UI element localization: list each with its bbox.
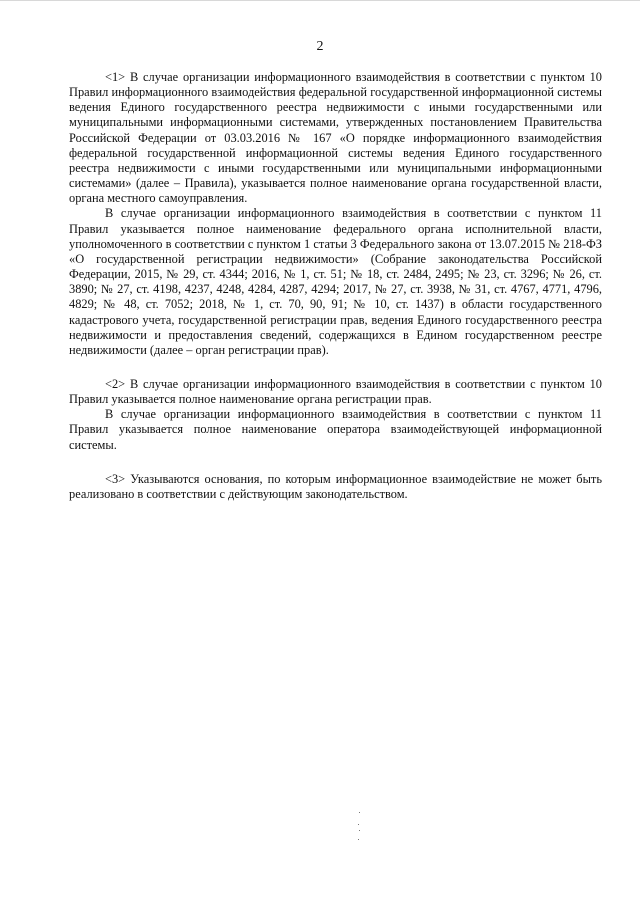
document-body <box>69 70 602 521</box>
footnote-3-paragraph-1: <3> Указываются основания, по которым информационное взаимодействие не может быть реализовано в соответствии с действующим законодательством. <box>69 471 602 501</box>
page-number: 2 <box>316 39 324 54</box>
footnote-1-paragraph-2: В случае организации информационного взаимодействия в соответствии с пунктом 11 Правил указывается полное наименование федерального органа исполнительной власти, уполномоченного в соответствии с пунктом 1 статьи 3 Федерального закона от 13.07.2015 № 218-ФЗ «О государственной регистрации недвижимости» (Собрание законодательства Российской Федерации, 2015, № 29, ст. 4344; 2016, № 1, ст. 51; № 18, ст. 2484, 2495; № 23, ст. 3296; № 26, ст. 3890; № 27, ст. 4198, 4237, 4248, 4284, 4287, 4294; 2017, № 27, ст. 3938, № 31, ст. 4767, 4771, 4796, 4829; № 48, ст. 7052; 2018, № 1, ст. 70, 90, 91; № 10, ст. 1437) в области государственного кадастрового учета, государственной регистрации прав, ведения Единого государственного реестра недвижимости и предоставления сведений, содержащихся в Едином государственном реестре недвижимости (далее – орган регистрации прав). <box>69 206 602 357</box>
footnote-1-paragraph-1: <1> В случае организации информационного взаимодействия в соответствии с пунктом 10 Правил информационного взаимодействия федеральной государственной информационной системы ведения Единого государственного реестра недвижимости с иными государственными или муниципальными информационными системами, утвержденных постановлением Правительства Российской Федерации от 03.03.2016 № 167 «О порядке информационного взаимодействия федеральной государственной информационной системы ведения Единого государственного реестра недвижимости с иными государственными или муниципальными информационными системами» (далее – Правила), указывается полное наименование органа государственной власти, органа местного самоуправления. <box>69 70 602 206</box>
footnote-3 <box>69 472 602 502</box>
page-top-edge <box>0 0 640 1</box>
footnote-1 <box>69 70 602 358</box>
footnote-2-paragraph-2: В случае организации информационного взаимодействия в соответствии с пунктом 11 Правил указывается полное наименование оператора взаимодействующей информационной системы. <box>69 407 602 452</box>
footnote-2 <box>69 377 602 453</box>
scan-specks <box>358 812 364 842</box>
footnote-2-paragraph-1: <2> В случае организации информационного взаимодействия в соответствии с пунктом 10 Правил указывается полное наименование органа регистрации прав. <box>69 376 602 407</box>
